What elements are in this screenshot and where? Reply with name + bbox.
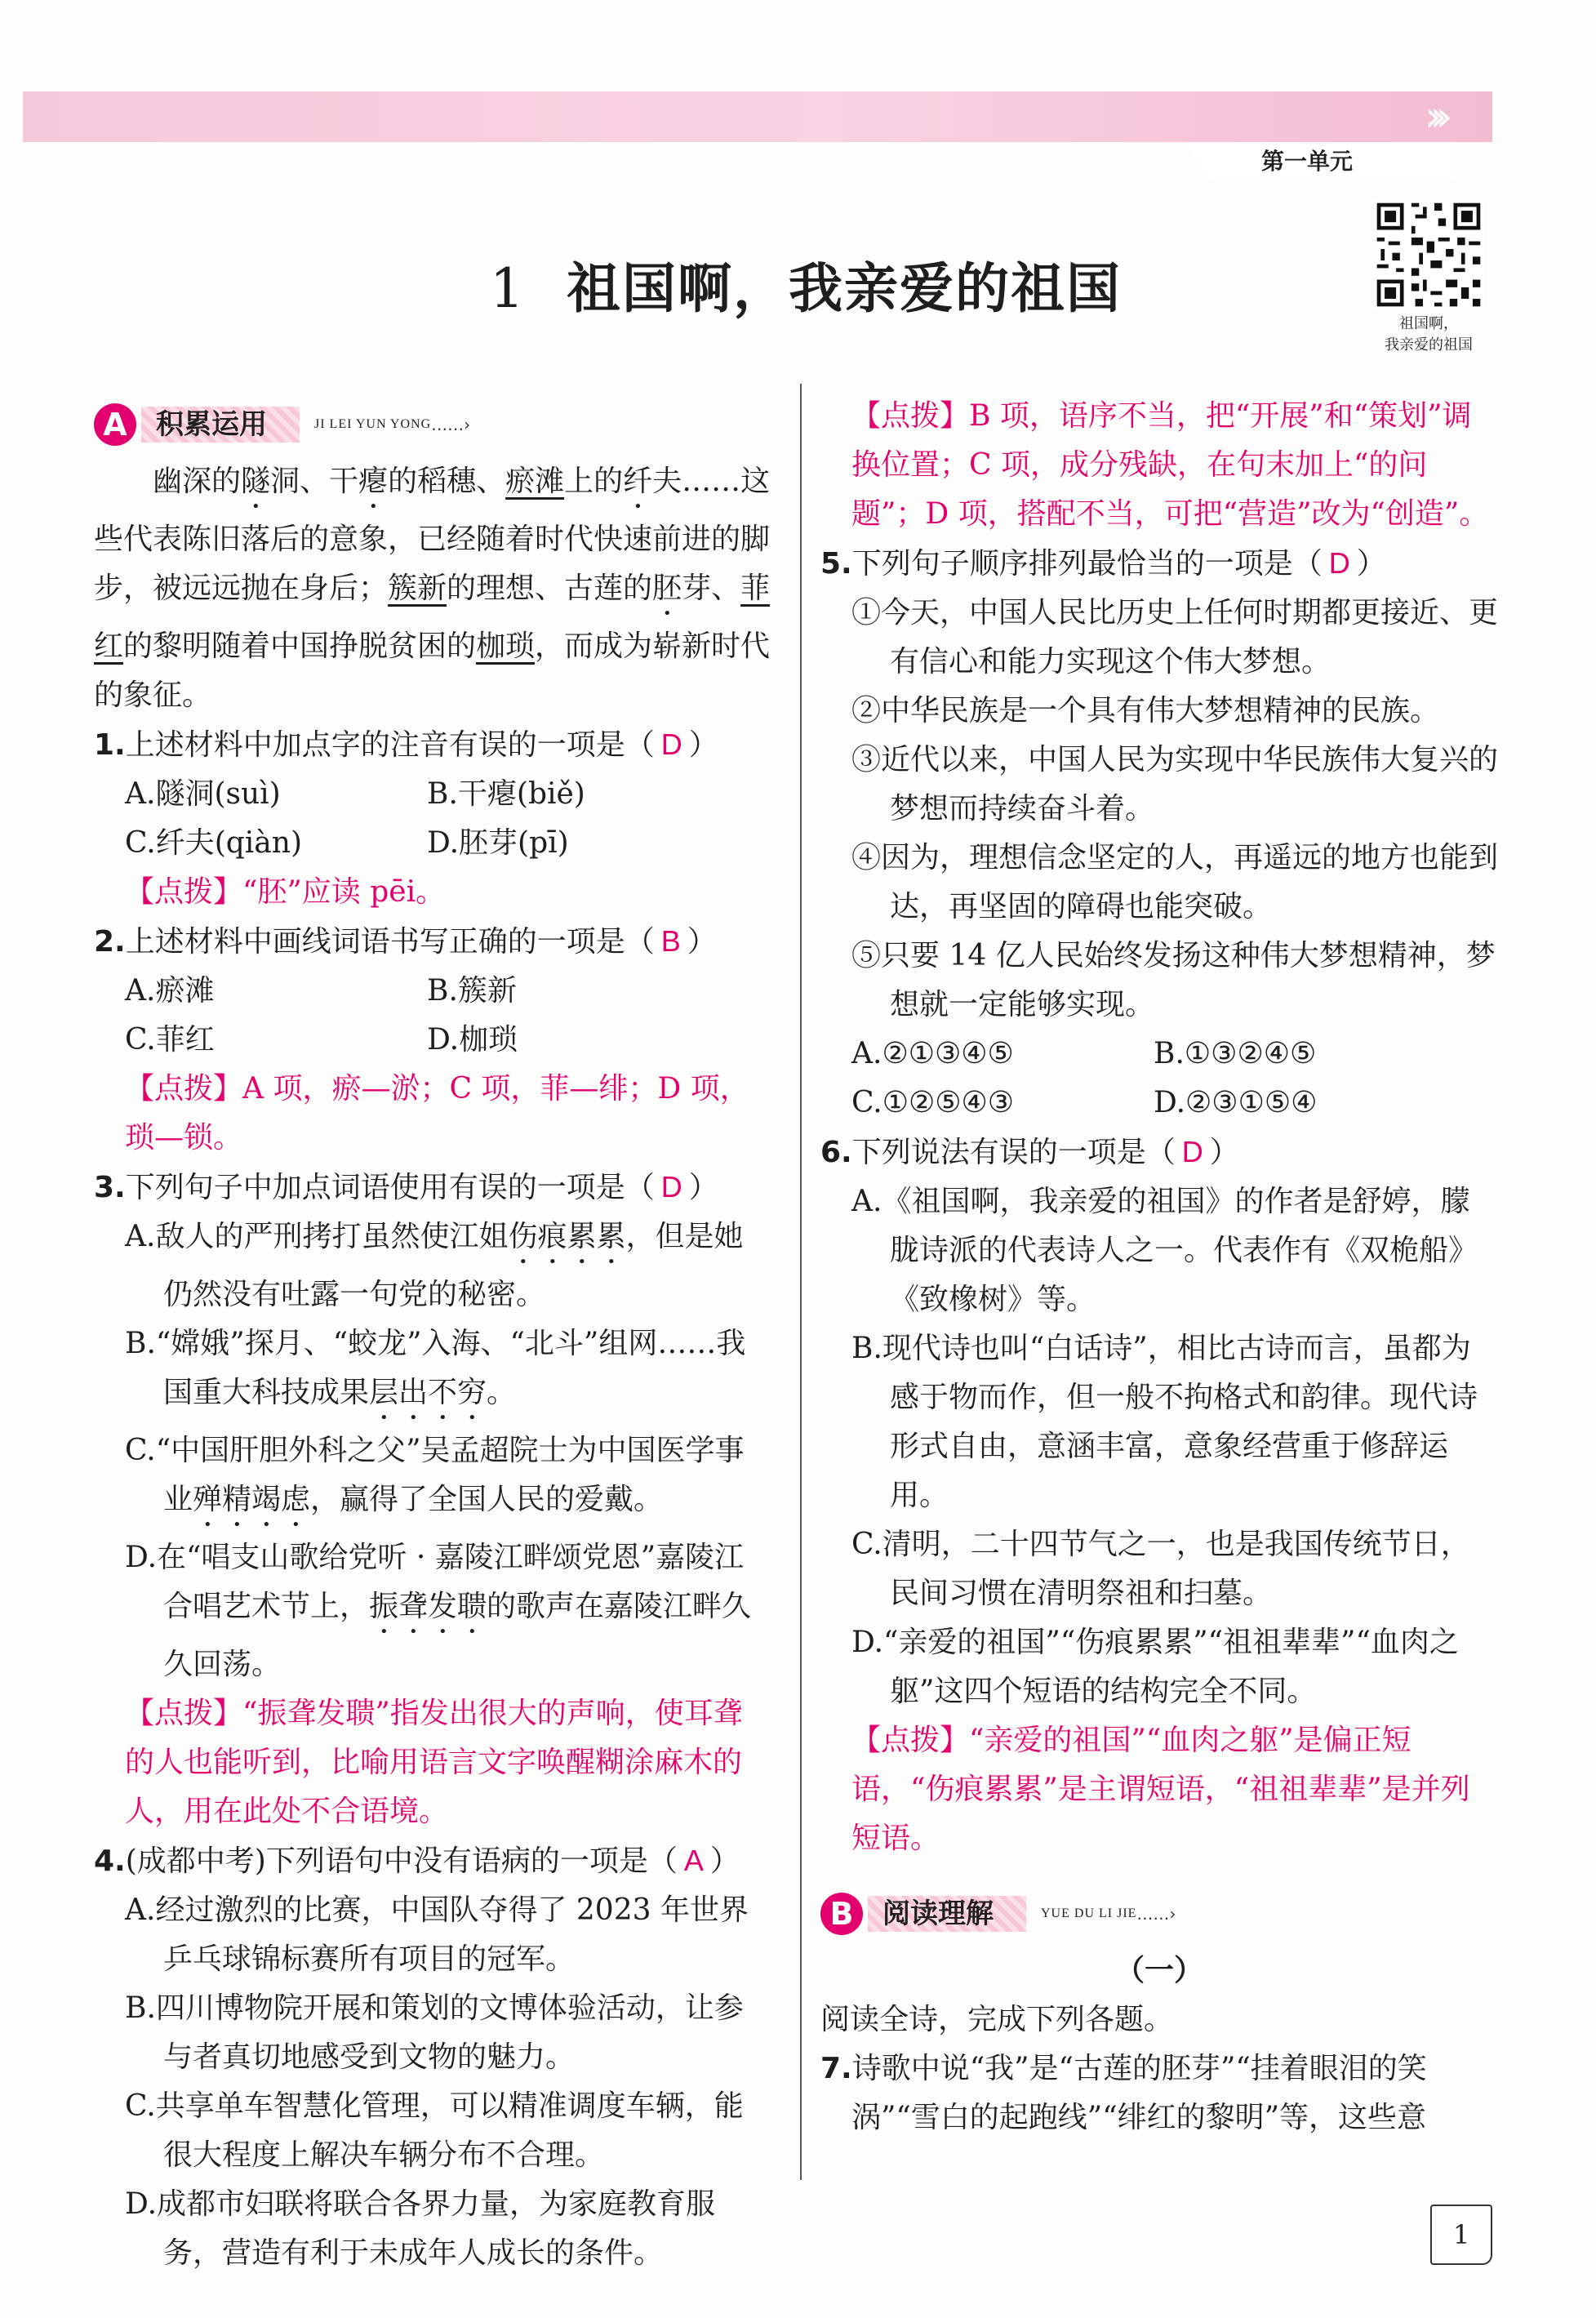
dotted-word: 胚 xyxy=(652,572,682,605)
dotted-word: 纤 xyxy=(623,465,653,498)
options-row xyxy=(94,770,771,819)
question-text: 下列句子顺序排列最恰当的一项是（ xyxy=(851,547,1323,581)
lesson-number: 1 xyxy=(490,257,526,320)
question-text: 上述材料中加点字的注音有误的一项是（ xyxy=(125,728,655,762)
right-column xyxy=(820,392,1498,2142)
question-text: 下列句子中加点词语使用有误的一项是（ xyxy=(125,1171,655,1204)
paren-close: ） xyxy=(687,925,717,959)
dotted-word: 振聋发聩 xyxy=(369,1590,487,1623)
underlined-word: 枷琐 xyxy=(476,630,536,663)
paren-close: ） xyxy=(1356,547,1386,581)
question-number: 1. xyxy=(94,728,126,762)
question-number: 3. xyxy=(94,1171,126,1204)
option-a: A.②①③④⑤ xyxy=(851,1037,1014,1070)
dotted-word: 瘪 xyxy=(358,465,389,498)
answer: D xyxy=(660,727,682,761)
question-1 xyxy=(94,720,771,770)
sentence-2: ②中华民族是一个具有伟大梦想精神的民族。 xyxy=(851,694,1440,727)
passage-text: 洞、干 xyxy=(270,465,359,498)
question-6 xyxy=(820,1128,1498,1177)
passage-text: 的黎明随着中国挣脱贫困的 xyxy=(123,630,477,663)
section-b-pinyin: YUE DU LI JIE xyxy=(1041,1906,1137,1920)
answer: D xyxy=(660,1170,682,1203)
question-text: 诗歌中说“我”是“古莲的胚芽”“挂着眼泪的笑涡”“雪白的起跑线”“绯红的黎明”等，这些意 xyxy=(851,2052,1427,2134)
option-d xyxy=(94,2180,771,2270)
option-d xyxy=(94,1533,771,1689)
hint-note: 【点拨】“亲爱的祖国”“血肉之躯”是偏正短语，“伤痕累累”是主谓短语，“祖祖辈辈”是并列短语。 xyxy=(851,1724,1470,1855)
question-text: 下列说法有误的一项是（ xyxy=(851,1136,1176,1169)
option-d: D.“亲爱的祖国”“伤痕累累”“祖祖辈辈”“血肉之躯”这四个短语的结构完全不同。 xyxy=(851,1626,1459,1708)
question-text: 上述材料中画线词语书写正确的一项是（ xyxy=(125,925,655,959)
option-text: A.敌人的严刑拷打虽然使江姐 xyxy=(125,1220,509,1253)
option-c: C.清明，二十四节气之一，也是我国传统节日，民间习惯在清明祭祖和扫墓。 xyxy=(851,1528,1470,1610)
option-text: 。 xyxy=(487,1376,517,1409)
section-b-badge: B xyxy=(820,1893,863,1935)
underlined-word: 菲红 xyxy=(94,572,771,663)
option-a: A.《祖国啊，我亲爱的祖国》的作者是舒婷，朦胧诗派的代表诗人之一。代表作有《双桅船》《致橡树》等。 xyxy=(851,1185,1478,1316)
answer: B xyxy=(660,924,681,958)
options-row xyxy=(820,1030,1498,1079)
dotted-arrow-icon: ……› xyxy=(431,415,471,434)
answer: D xyxy=(1181,1135,1203,1168)
option-b: B.簇新 xyxy=(427,974,517,1008)
underlined-word: 簇新 xyxy=(388,572,447,605)
qr-caption-line2: 我亲爱的祖国 xyxy=(1385,336,1473,354)
section-b-title: 阅读理解 xyxy=(868,1896,1026,1932)
passage-text: ，而成为崭新时代的象征。 xyxy=(94,630,771,712)
passage-text: 夫……这些代表陈旧落后的意象，已经随着时代快速前进的脚步，被远远抛在身后； xyxy=(94,465,771,605)
answer: D xyxy=(1328,546,1350,580)
passage-text: 芽、 xyxy=(682,572,741,605)
unit-label: 第一单元 xyxy=(1261,148,1354,175)
qr-caption xyxy=(1355,314,1502,356)
section-a-pinyin: JI LEI YUN YONG xyxy=(314,417,432,431)
option-c: C.纤夫(qiàn) xyxy=(125,826,303,860)
option-b: B.①③②④⑤ xyxy=(1154,1037,1317,1070)
question-7 xyxy=(820,2044,1498,2142)
option-b xyxy=(94,1319,771,1426)
dotted-word: 殚精竭虑 xyxy=(193,1483,311,1516)
page-number: 1 xyxy=(1430,2205,1492,2265)
option-d: D.②③①⑤④ xyxy=(1154,1086,1318,1119)
option-a: A.瘀滩 xyxy=(125,974,215,1008)
option-a: A.隧洞(suì) xyxy=(125,777,281,811)
option-text: C.“中国肝胆外科之父”吴孟超院士为中国医学事业 xyxy=(125,1434,745,1516)
question-4 xyxy=(94,1836,771,1886)
question-3 xyxy=(94,1163,771,1212)
underlined-word: 瘀滩 xyxy=(505,465,565,498)
question-number: 7. xyxy=(820,2052,852,2085)
qr-code-icon[interactable] xyxy=(1373,199,1484,310)
question-5 xyxy=(820,539,1498,589)
paren-close: ） xyxy=(709,1844,740,1878)
option-text: B.“嫦娥”探月、“蛟龙”入海、“北斗”组网……我国重大科技成果 xyxy=(125,1327,746,1409)
hint-note: 【点拨】“胚”应读 pēi。 xyxy=(125,875,446,909)
option-d: D.胚芽(pī) xyxy=(427,826,569,860)
sentence-3: ③近代以来，中国人民为实现中华民族伟大复兴的梦想而持续奋斗着。 xyxy=(851,743,1499,825)
option-c: C.菲红 xyxy=(125,1023,215,1057)
dotted-word: 层出不穷 xyxy=(369,1376,487,1409)
dotted-word: 伤痕累累 xyxy=(508,1220,626,1253)
passage-text: 幽深的 xyxy=(153,465,242,498)
dotted-arrow-icon: ……› xyxy=(1136,1904,1176,1924)
dotted-word: 隧 xyxy=(241,465,271,498)
hint-note: 【点拨】“振聋发聩”指发出很大的声响，使耳聋的人也能听到，比喻用语言文字唤醒糊涂麻木的人，用在此处不合语境。 xyxy=(125,1697,743,1828)
answer: A xyxy=(683,1844,704,1877)
sentence-5: ⑤只要 14 亿人民始终发扬这种伟大梦想精神，梦想就一定能够实现。 xyxy=(851,939,1496,1021)
option-c: C.共享单车智慧化管理，可以精准调度车辆，能很大程度上解决车辆分布不合理。 xyxy=(125,2089,744,2172)
section-a-title: 积累运用 xyxy=(141,407,300,443)
paren-close: ） xyxy=(1209,1136,1239,1169)
option-b: B.现代诗也叫“白话诗”，相比古诗而言，虽都为感于物而作，但一般不拘格式和韵律。现代诗形式自由，意涵丰富，意象经营重于修辞运用。 xyxy=(851,1332,1478,1512)
section-a-badge: A xyxy=(94,403,136,446)
section-a-header xyxy=(94,398,771,451)
question-text: (成都中考)下列语句中没有语病的一项是（ xyxy=(125,1844,678,1878)
passage-text: 上的 xyxy=(564,465,624,498)
passage-text: 的理想、古莲的 xyxy=(447,572,653,605)
sentence-1: ①今天，中国人民比历史上任何时期都更接近、更有信心和能力实现这个伟大梦想。 xyxy=(851,596,1499,678)
option-b: B.四川博物院开展和策划的文博体验活动，让参与者真切地感受到文物的魅力。 xyxy=(125,1991,744,2074)
lesson-title: 祖国啊，我亲爱的祖国 xyxy=(567,257,1122,320)
option-text: D.在“唱支山歌给党听 · 嘉陵江畔颂党恩”嘉陵江合唱艺术节上， xyxy=(125,1541,745,1623)
question-number: 4. xyxy=(94,1844,126,1878)
options-row xyxy=(94,819,771,868)
passage xyxy=(94,457,771,720)
qr-caption-line1: 祖国啊， xyxy=(1399,315,1458,332)
option-text: 的歌声在嘉陵江畔久久回荡。 xyxy=(163,1590,752,1681)
option-c: C.①②⑤④③ xyxy=(851,1086,1015,1119)
options-row xyxy=(820,1079,1498,1128)
left-column xyxy=(94,392,771,2270)
option-a xyxy=(94,1212,771,1319)
page-title xyxy=(490,245,1122,323)
paren-close: ） xyxy=(688,728,718,762)
option-text: ，赢得了全国人民的爱戴。 xyxy=(310,1483,664,1516)
section-b-header xyxy=(820,1888,1498,1940)
question-number: 6. xyxy=(820,1136,852,1169)
header-band xyxy=(23,91,1492,142)
sentence-4: ④因为，理想信念坚定的人，再遥远的地方也能到达，再坚固的障碍也能突破。 xyxy=(851,841,1499,923)
question-number: 5. xyxy=(820,547,852,581)
hint-note: 【点拨】A 项，瘀—淤；C 项，菲—绯；D 项，琐—锁。 xyxy=(125,1072,749,1155)
option-text: D.成都市妇联将联合各界力量，为家庭教育服务，营造有利于未成年人成长的条件。 xyxy=(125,2187,716,2270)
paren-close: ） xyxy=(688,1171,718,1204)
reading-instruction: 阅读全诗，完成下列各题。 xyxy=(820,2003,1174,2036)
q4-hint-note: 【点拨】B 项，语序不当，把“开展”和“策划”调换位置；C 项，成分残缺，在句末加上“的问题”；D 项，搭配不当，可把“营造”改为“创造”。 xyxy=(851,399,1489,531)
reading-part-label: （一） xyxy=(1114,1954,1203,1987)
passage-text: 的稻穗、 xyxy=(388,465,506,498)
option-text: ，但是她仍然没有吐露一句党的秘密。 xyxy=(163,1220,744,1311)
option-b: B.干瘪(biě) xyxy=(427,777,585,811)
chevron-right-icon: ››› xyxy=(1425,92,1442,141)
question-number: 2. xyxy=(94,925,126,959)
options-row xyxy=(94,1016,771,1065)
options-row xyxy=(94,967,771,1016)
option-a: A.经过激烈的比赛，中国队夺得了 2023 年世界乒乓球锦标赛所有项目的冠军。 xyxy=(125,1893,749,1976)
option-c xyxy=(94,1426,771,1533)
option-d: D.枷琐 xyxy=(427,1023,518,1057)
column-divider xyxy=(800,384,802,2180)
question-2 xyxy=(94,917,771,967)
